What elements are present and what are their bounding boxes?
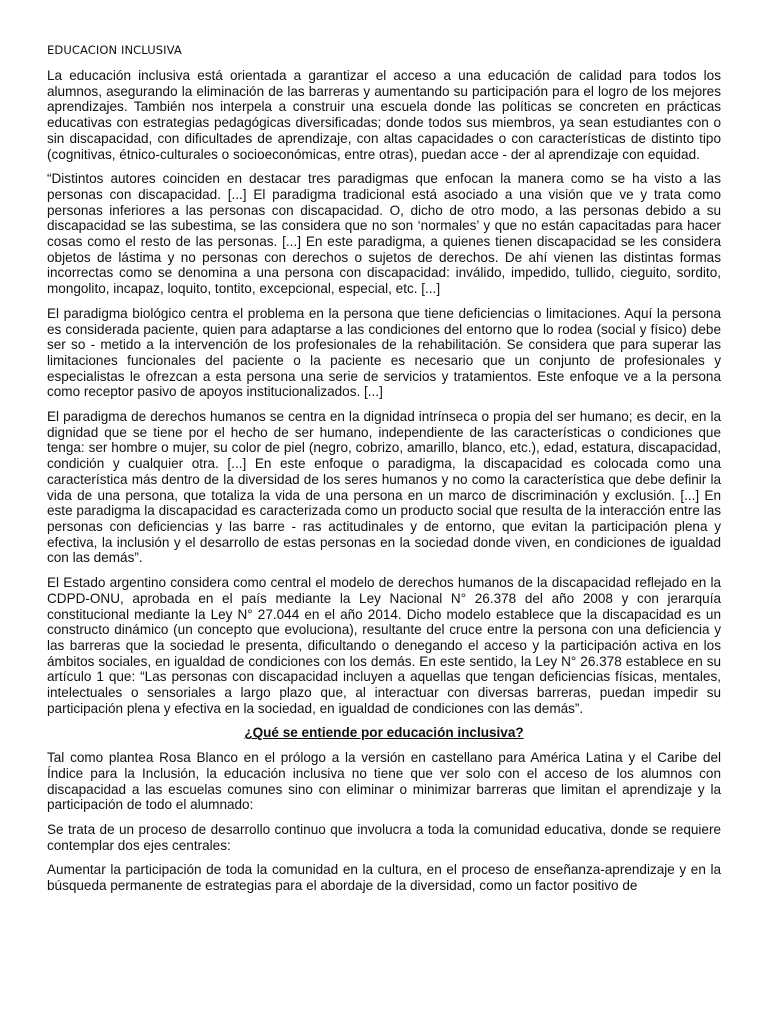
paragraph-continuous-process: Se trata de un proceso de desarrollo continuo que involucra a toda la comunidad educativa, donde se requiere contemplar dos ejes centrales: [47, 821, 721, 853]
paragraph-intro: La educación inclusiva está orientada a garantizar el acceso a una educación de calidad para todos los alumnos, asegurando la eliminación de las barreras y aumentando su participación para el logro de los mejores aprendizajes. También nos interpela a construir una escuela donde las políticas se concreten en prácticas educativas con estrategias pedagógicas diversificadas; donde todos sus miembros, ya sean estudiantes con o sin discapacidad, con dificultades de aprendizaje, con altas capacidades o con características de distinto tipo (cognitivas, étnico-culturales o socioeconómicas, entre otras), puedan acce - der al aprendizaje con equidad. [47, 68, 721, 162]
paragraph-increase-participation: Aumentar la participación de toda la comunidad en la cultura, en el proceso de enseñanza-aprendizaje y en la búsqueda permanente de estrategias para el abordaje de la diversidad, como un factor positivo de [47, 862, 721, 894]
document-title: EDUCACION INCLUSIVA [47, 43, 182, 57]
paragraph-argentine-state: El Estado argentino considera como central el modelo de derechos humanos de la discapacidad reflejado en la CDPD-ONU, aprobada en el país mediante la Ley Nacional N° 26.378 del año 2008 y con jerarquía constitucional mediante la Ley N° 27.044 en el año 2014. Dicho modelo establece que la discapacidad es un constructo dinámico (un concepto que evoluciona), resultante del cruce entre la persona con una deficiencia y las barreras que la sociedad le presenta, dificultando o denegando el acceso y la participación activa en los ámbitos sociales, en igualdad de condiciones con los demás. En este sentido, la Ley N° 26.378 establece en su artículo 1 que: “Las personas con discapacidad incluyen a aquellas que tengan deficiencias físicas, mentales, intelectuales o sensoriales a largo plazo que, al interactuar con diversas barreras, puedan impedir su participación plena y efectiva en la sociedad, en igualdad de condiciones con las demás”. [47, 575, 721, 716]
paragraph-human-rights-paradigm: El paradigma de derechos humanos se centra en la dignidad intrínseca o propia del ser humano; es decir, en la dignidad que se tiene por el hecho de ser humano, independiente de las características o condiciones que tenga: ser hombre o mujer, su color de piel (negro, cobrizo, amarillo, blanco, etc.), edad, estatura, discapacidad, condición y cualquier otra. [...] En este enfoque o paradigma, la discapacidad es colocada como una característica más dentro de la diversidad de los seres humanos y no como la característica que debe definir la vida de una persona, que totaliza la vida de una persona en un marco de discriminación y exclusión. [...] En este paradigma la discapacidad es caracterizada como un producto social que resulta de la interacción entre las personas con deficiencias y las barre - ras actitudinales y de entorno, que evitan la participación plena y efectiva, la inclusión y el desarrollo de estas personas en la sociedad donde viven, en condiciones de igualdad con las demás”. [47, 409, 721, 566]
paragraph-rosa-blanco: Tal como plantea Rosa Blanco en el prólogo a la versión en castellano para América Latina y el Caribe del Índice para la Inclusión, la educación inclusiva no tiene que ver solo con el acceso de los alumnos con discapacidad a las escuelas comunes sino con eliminar o minimizar barreras que limitan el aprendizaje y la participación de todo el alumnado: [47, 750, 721, 813]
section-heading: ¿Qué se entiende por educación inclusiva? [244, 725, 524, 741]
paragraph-paradigms-quote: “Distintos autores coinciden en destacar tres paradigmas que enfocan la manera como se ha visto a las personas con discapacidad. [...] El paradigma tradicional está asociado a una visión que ve y trata como personas inferiores a las personas con discapacidad. O, dicho de otro modo, a las personas debido a su discapacidad se las subestima, se las considera que no son ‘normales’ y que no están capacitadas para hacer cosas como el resto de las personas. [...] En este paradigma, a quienes tienen discapacidad se les considera objetos de lástima y no personas con derechos o sujetos de derechos. De ahí vienen las distintas formas incorrectas como se denomina a una persona con discapacidad: inválido, impedido, tullido, cieguito, sordito, mongolito, incapaz, loquito, tontito, excepcional, especial, etc. [...] [47, 171, 721, 297]
paragraph-biological-paradigm: El paradigma biológico centra el problema en la persona que tiene deficiencias o limitaciones. Aquí la persona es considerada paciente, quien para adaptarse a las condiciones del entorno que lo rodea (social y físico) debe ser so - metido a la intervención de los profesionales de la rehabilitación. Se considera que para superar las limitaciones funcionales del paciente o la paciente es necesario que un conjunto de profesionales y especialistas le ofrezcan a esta persona una serie de servicios y tratamientos. Este enfoque ve a la persona como receptor pasivo de apoyos institucionalizados. [...] [47, 305, 721, 400]
